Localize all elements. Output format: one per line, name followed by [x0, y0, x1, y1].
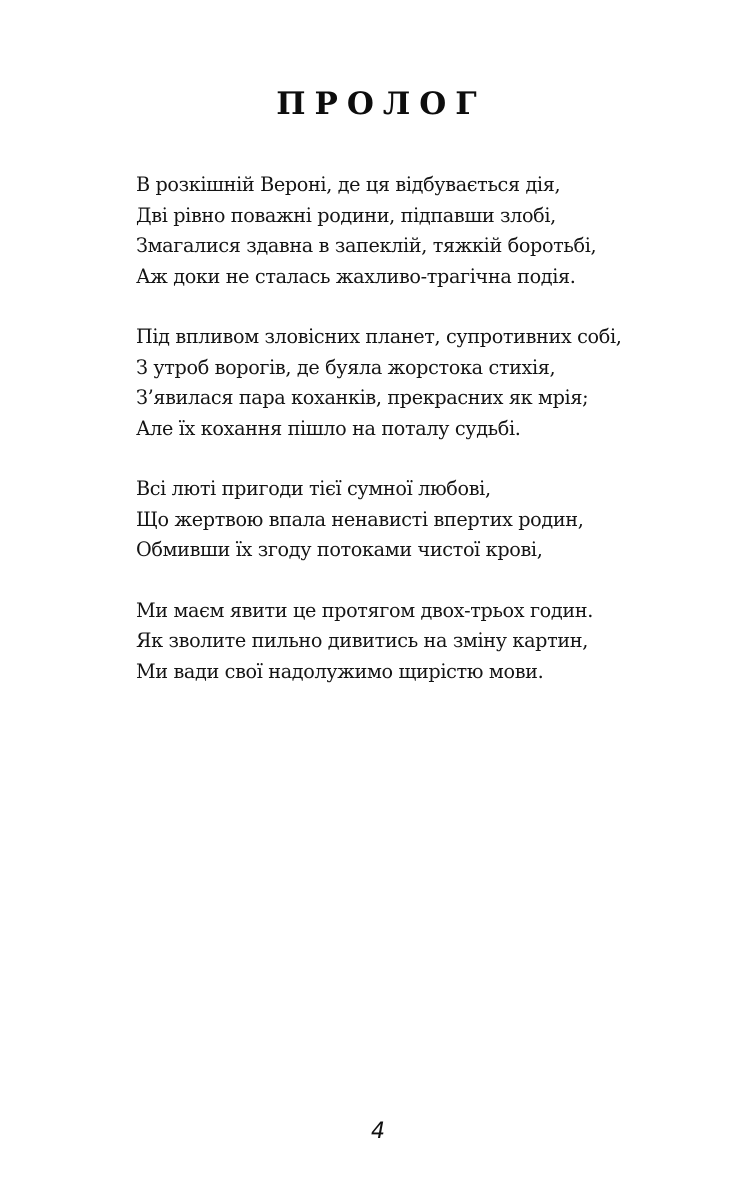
verse-line: Як зволите пильно дивитись на зміну картин, [136, 629, 588, 652]
verse-line: В розкішній Вероні, де ця відбувається дія, [136, 173, 561, 196]
page-title: ПРОЛОГ [276, 86, 486, 122]
verse-line: З’явилася пара коханків, прекрасних як мрія; [136, 386, 589, 409]
verse-line: Всі люті пригоди тієї сумної любові, [136, 477, 491, 500]
stanza-1 [136, 170, 622, 292]
verse-line: Але їх кохання пішло на поталу судьбі. [136, 416, 521, 440]
stanza-4 [136, 596, 622, 688]
verse-line: Змагалися здавна в запеклій, тяжкій боротьбі, [136, 234, 597, 257]
verse-line: Аж доки не сталась жахливо-трагічна подія. [136, 264, 576, 288]
verse-line: Обмивши їх згоду потоками чистої крові, [136, 538, 543, 561]
verse-line: З утроб ворогів, де буяла жорстока стихія, [136, 355, 556, 379]
stanza-3 [136, 474, 622, 566]
page-number: 4 [371, 1119, 385, 1144]
verse-line: Що жертвою впала ненависті впертих родин, [136, 507, 584, 531]
stanza-2 [136, 322, 622, 444]
verse-line: Ми маєм явити це протягом двох-трьох годин. [136, 598, 593, 622]
verse-line: Ми вади свої надолужимо щирістю мови. [136, 659, 544, 683]
verse-line: Під впливом зловісних планет, супротивних собі, [136, 325, 622, 348]
verse-line: Дві рівно поважні родини, підпавши злобі, [136, 203, 556, 227]
verse-body [136, 170, 622, 717]
